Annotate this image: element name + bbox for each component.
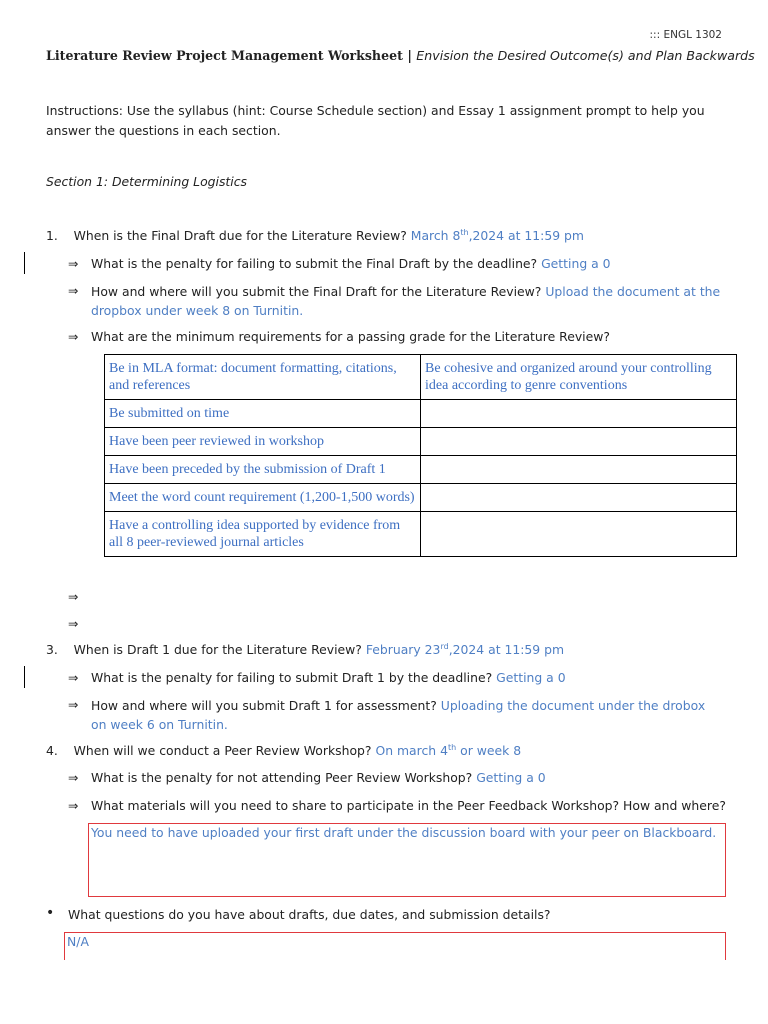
table-cell: Have a controlling idea supported by evidence from all 8 peer-reviewed journal articles [105,512,421,557]
answer-text: March 8th,2024 at 11:59 pm [410,227,584,243]
subquestion-penalty: What is the penalty for failing to submit the Final Draft by the deadline? Getting a 0 [91,256,611,271]
table-cell: Be in MLA format: document formatting, citations, and references [105,355,421,400]
subquestion-penalty: What is the penalty for not attending Peer Review Workshop? Getting a 0 [91,770,546,785]
question-text: When is the Final Draft due for the Literature Review? [73,228,407,243]
section-heading: Section 1: Determining Logistics [46,174,247,189]
worksheet-title [46,48,755,63]
arrow-icon: ⇒ [68,798,79,813]
bullet-question: What questions do you have about drafts, due dates, and submission details? [68,907,551,922]
title-main: Literature Review Project Management Worksheet [46,48,403,63]
question-3 [46,642,564,657]
text-cursor [24,666,25,688]
arrow-icon: ⇒ [68,329,79,344]
answer-text: Getting a 0 [496,670,566,685]
answer-box[interactable]: You need to have uploaded your first draft under the discussion board with your peer on Blackboard. [88,823,726,897]
answer-text: February 23rd,2024 at 11:59 pm [365,641,565,657]
subquestion-submit: How and where will you submit Draft 1 for assessment? Uploading the document under the drobox on week 6 on Turnitin. [91,698,706,732]
course-code: ::: ENGL 1302 [649,29,722,41]
answer-text: Getting a 0 [541,256,611,271]
answer-text: Upload the document at the dropbox under week 8 on Turnitin. [91,284,721,318]
arrow-icon: ⇒ [68,770,79,785]
table-cell: Meet the word count requirement (1,200-1,500 words) [105,484,421,512]
title-subtitle: Envision the Desired Outcome(s) and Plan Backwards [416,48,755,63]
table-cell: Have been peer reviewed in workshop [105,428,421,456]
answer-text: On march 4th or week 8 [375,742,522,758]
answer-text: Getting a 0 [476,770,546,785]
table-cell [421,484,737,512]
arrow-icon: ⇒ [68,616,79,631]
arrow-icon: ⇒ [68,697,79,712]
question-1 [46,228,584,243]
subquestion-requirements: What are the minimum requirements for a passing grade for the Literature Review? [91,329,610,344]
answer-text: Uploading the document under the drobox on week 6 on Turnitin. [91,698,706,732]
answer-box[interactable]: N/A [64,932,726,976]
subquestion-penalty: What is the penalty for failing to submit Draft 1 by the deadline? Getting a 0 [91,670,566,685]
arrow-icon: ⇒ [68,670,79,685]
table-row [105,456,737,484]
table-cell: Be cohesive and organized around your controlling idea according to genre conventions [421,355,737,400]
bullet-icon: • [46,905,55,921]
table-cell: Have been preceded by the submission of Draft 1 [105,456,421,484]
question-number: 4. [46,743,58,758]
instructions: Instructions: Use the syllabus (hint: Course Schedule section) and Essay 1 assignment prompt to help you answer the questions in each section. [46,103,705,138]
question-4 [46,743,521,758]
question-number: 1. [46,228,58,243]
table-row [105,484,737,512]
table-cell: Be submitted on time [105,400,421,428]
arrow-icon: ⇒ [68,589,79,604]
title-separator: | [402,48,417,63]
page-bottom-margin [0,960,768,1024]
question-text: When is Draft 1 due for the Literature Review? [73,642,362,657]
subquestion-submit: How and where will you submit the Final Draft for the Literature Review? Upload the document at the dropbox under week 8 on Turnitin. [91,284,721,318]
question-text: When will we conduct a Peer Review Workshop? [73,743,372,758]
requirements-table [104,354,737,557]
question-number: 3. [46,642,58,657]
table-row [105,428,737,456]
subquestion-materials: What materials will you need to share to participate in the Peer Feedback Workshop? How and where? [91,798,726,813]
arrow-icon: ⇒ [68,283,79,298]
table-row [105,355,737,400]
table-cell [421,400,737,428]
text-cursor [24,252,25,274]
table-row [105,400,737,428]
table-cell [421,428,737,456]
table-cell [421,512,737,557]
arrow-icon: ⇒ [68,256,79,271]
table-cell [421,456,737,484]
table-row [105,512,737,557]
